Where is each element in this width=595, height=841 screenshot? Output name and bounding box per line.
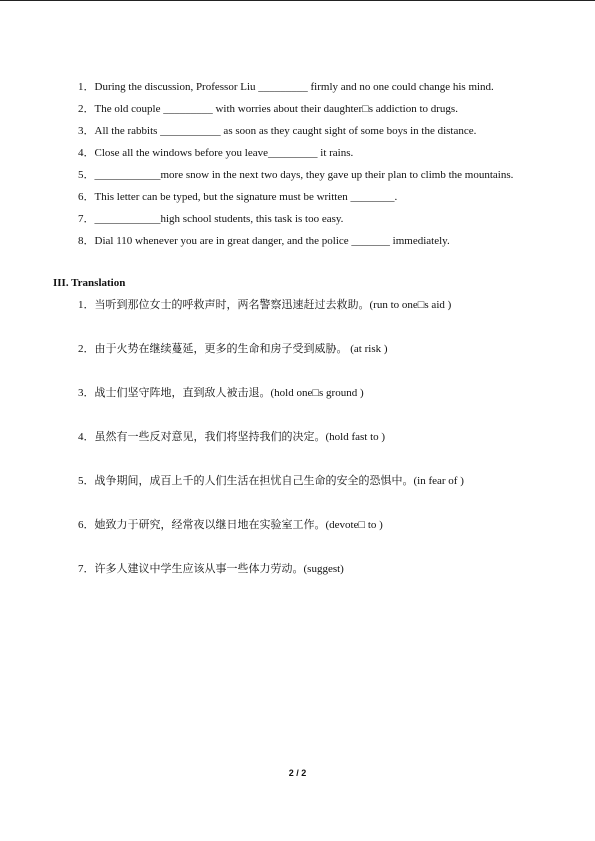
exercise-item-7: 7．____________high school students, this task is too easy.	[78, 213, 344, 225]
section-heading-translation: III. Translation	[53, 277, 126, 289]
document-body	[53, 76, 542, 602]
translation-item-1: 1．当听到那位女士的呼救声时，两名警察迅速赶过去救助。(run to one□s aid )	[78, 299, 452, 311]
page-number: 2 / 2	[288, 768, 307, 778]
translation-exercises	[53, 294, 542, 580]
exercise-item-3: 3．All the rabbits ___________ as soon as they caught sight of some boys in the distance.	[78, 125, 477, 137]
exercise-item-2: 2．The old couple _________ with worries about their daughter□s addiction to drugs.	[78, 103, 458, 115]
translation-item-7: 7．许多人建议中学生应该从事一些体力劳动。(suggest)	[78, 563, 344, 575]
fill-in-blank-exercises	[53, 76, 542, 252]
translation-item-2: 2．由于火势在继续蔓延，更多的生命和房子受到威胁。 (at risk )	[78, 343, 388, 355]
translation-item-3: 3．战士们坚守阵地，直到敌人被击退。(hold one□s ground )	[78, 387, 364, 399]
exercise-item-4: 4．Close all the windows before you leave_________ it rains.	[78, 147, 354, 159]
exercise-item-8: 8．Dial 110 whenever you are in great danger, and the police _______ immediately.	[78, 235, 450, 247]
exercise-item-5: 5．____________more snow in the next two days, they gave up their plan to climb the mountains.	[78, 169, 514, 181]
exercise-item-1: 1．During the discussion, Professor Liu _________ firmly and no one could change his mind.	[78, 81, 494, 93]
translation-item-6: 6．她致力于研究，经常夜以继日地在实验室工作。(devote□ to )	[78, 519, 383, 531]
translation-item-4: 4．虽然有一些反对意见，我们将坚持我们的决定。(hold fast to )	[78, 431, 386, 443]
page-top-border	[0, 0, 595, 1]
translation-item-5: 5．战争期间，成百上千的人们生活在担忧自己生命的安全的恐惧中。(in fear of )	[78, 475, 464, 487]
exercise-item-6: 6．This letter can be typed, but the signature must be written ________.	[78, 191, 398, 203]
